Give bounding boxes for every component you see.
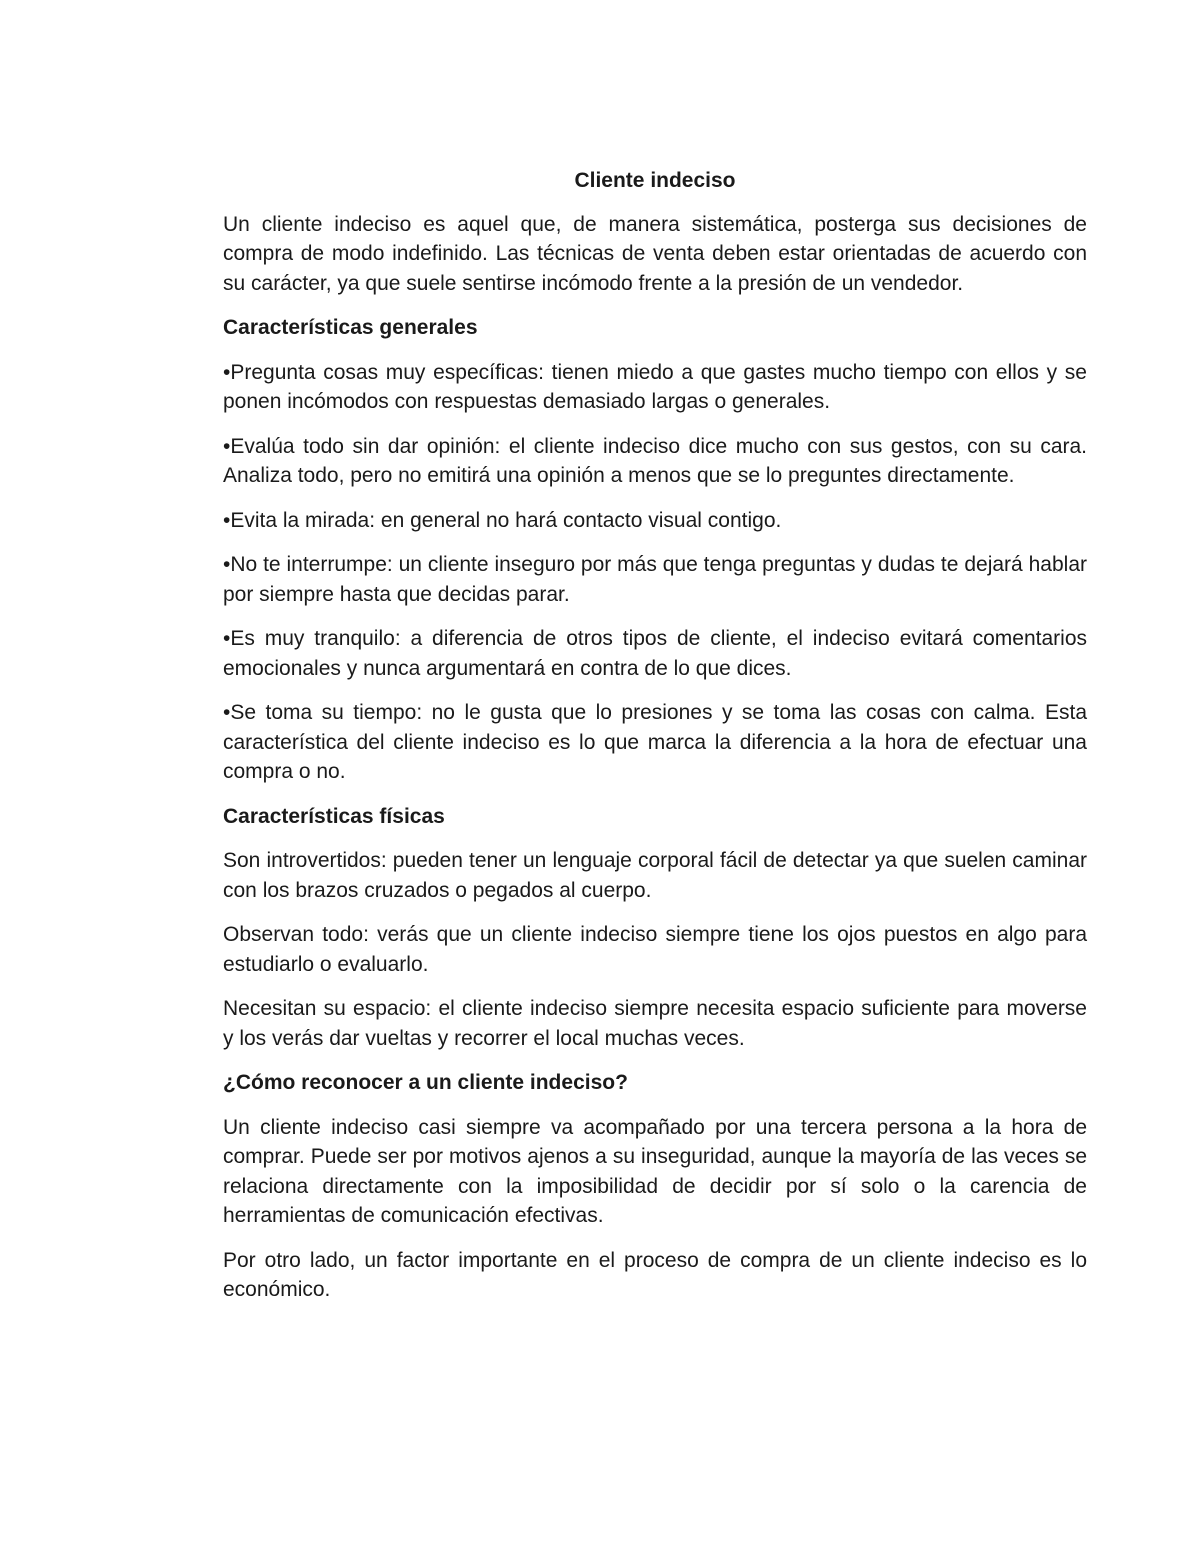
- general-item: •Se toma su tiempo: no le gusta que lo presiones y se toma las cosas con calma. Esta característica del cliente indeciso es lo que marca la diferencia a la hora de efectuar una compra o no.: [223, 701, 1087, 783]
- intro-paragraph: Un cliente indeciso es aquel que, de manera sistemática, posterga sus decisiones de compra de modo indefinido. Las técnicas de venta deben estar orientadas de acuerdo con su carácter, ya que suele sentirse incómodo frente a la presión de un vendedor.: [223, 212, 1087, 295]
- heading-general-characteristics: Características generales: [223, 316, 478, 339]
- recognize-paragraph: Un cliente indeciso casi siempre va acompañado por una tercera persona a la hora de comprar. Puede ser por motivos ajenos a su inseguridad, aunque la mayoría de las veces se relaciona directamente con la imposibilidad de decidir por sí solo o la carencia de herramientas de comunicación efectivas.: [223, 1115, 1087, 1227]
- general-item: •Pregunta cosas muy específicas: tienen miedo a que gastes mucho tiempo con ellos y se ponen incómodos con respuestas demasiado largas o generales.: [223, 360, 1087, 413]
- physical-item: Necesitan su espacio: el cliente indeciso siempre necesita espacio suficiente para moverse y los verás dar vueltas y recorrer el local muchas veces.: [223, 997, 1087, 1050]
- recognize-paragraph: Por otro lado, un factor importante en el proceso de compra de un cliente indeciso es lo económico.: [223, 1248, 1087, 1301]
- general-item: •Evita la mirada: en general no hará contacto visual contigo.: [223, 508, 782, 532]
- physical-item: Son introvertidos: pueden tener un lenguaje corporal fácil de detectar ya que suelen caminar con los brazos cruzados o pegados al cuerpo.: [223, 849, 1087, 902]
- document-page: [223, 166, 1087, 1320]
- general-item: •Es muy tranquilo: a diferencia de otros tipos de cliente, el indeciso evitará comentarios emocionales y nunca argumentará en contra de lo que dices.: [223, 627, 1087, 680]
- general-item: •No te interrumpe: un cliente inseguro por más que tenga preguntas y dudas te dejará hablar por siempre hasta que decidas parar.: [223, 553, 1087, 606]
- document-title: Cliente indeciso: [574, 169, 736, 192]
- general-item: •Evalúa todo sin dar opinión: el cliente indeciso dice mucho con sus gestos, con su cara. Analiza todo, pero no emitirá una opinión a menos que se lo preguntes directamente.: [223, 434, 1087, 487]
- physical-item: Observan todo: verás que un cliente indeciso siempre tiene los ojos puestos en algo para estudiarlo o evaluarlo.: [223, 923, 1087, 976]
- heading-physical-characteristics: Características físicas: [223, 804, 445, 828]
- heading-how-to-recognize: ¿Cómo reconocer a un cliente indeciso?: [223, 1071, 628, 1094]
